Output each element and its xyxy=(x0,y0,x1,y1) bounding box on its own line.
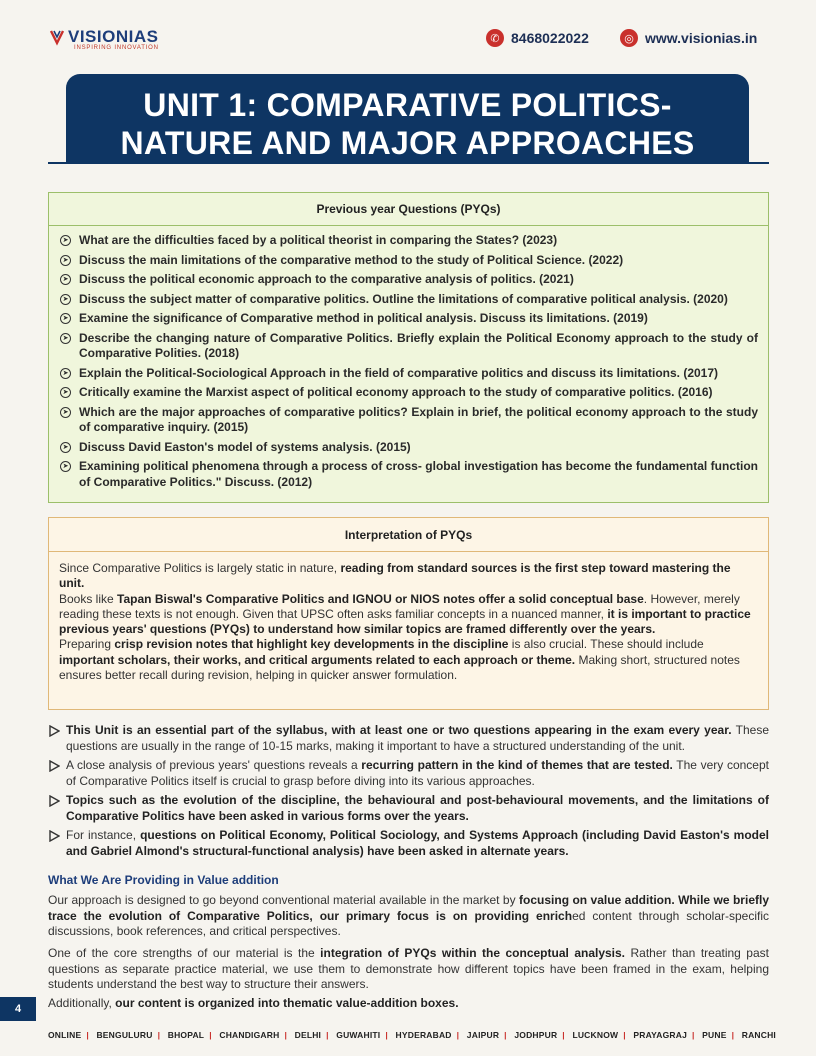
phone-number: 8468022022 xyxy=(511,30,589,46)
pyq-heading: Previous year Questions (PYQs) xyxy=(49,193,768,226)
footer-city[interactable]: BENGULURU xyxy=(96,1030,153,1040)
phone-contact[interactable] xyxy=(486,28,589,48)
value-addition-paragraph: Additionally, our content is organized into thematic value-addition boxes. xyxy=(48,996,459,1010)
logo-tagline: INSPIRING INNOVATION xyxy=(74,45,159,51)
triangle-bullet-icon xyxy=(48,830,60,842)
key-points-list xyxy=(48,723,769,863)
triangle-bullet-icon xyxy=(48,760,60,772)
phone-icon: ✆ xyxy=(486,29,504,47)
interpretation-paragraph: Books like Tapan Biswal's Comparative Politics and IGNOU or NIOS notes offer a solid conceptual base. However, merely reading these texts is not enough. Given that UPSC often asks familiar concepts in a nuanced manner, it is important to practice previous years' questions (PYQs) to understand how similar topics are framed differently over the years. xyxy=(59,591,751,637)
footer-city[interactable]: JAIPUR xyxy=(466,1030,500,1040)
arrow-circle-icon: ➤ xyxy=(60,235,71,246)
footer-city[interactable]: BHOPAL xyxy=(167,1030,205,1040)
arrow-circle-icon: ➤ xyxy=(60,407,71,418)
pyq-item: ➤ Critically examine the Marxist aspect of political economy approach to the study of comparative politics. (2016) xyxy=(59,385,758,401)
pyq-item: ➤ Discuss the subject matter of comparative politics. Outline the limitations of comparative political analysis. (2020) xyxy=(59,292,758,308)
key-point: Topics such as the evolution of the discipline, the behavioural and post-behavioural movements, and the limitations of Comparative Politics have been asked in various forms over the years. xyxy=(48,793,769,824)
triangle-bullet-icon xyxy=(48,725,60,737)
arrow-circle-icon: ➤ xyxy=(60,368,71,379)
footer-cities: ONLINE | BENGULURU | BHOPAL | CHANDIGARH | DELHI | GUWAHITI | HYDERABAD | JAIPUR | JODHPUR | LUCKNOW | PRAYAGRAJ | PUNE | RANCHI xyxy=(48,1030,776,1040)
key-point: A close analysis of previous years' questions reveals a recurring pattern in the kind of themes that are tested. The very concept of Comparative Politics itself is crucial to grasp before diving into its various approaches. xyxy=(48,758,769,789)
website-url: www.visionias.in xyxy=(645,30,758,46)
interpretation-heading: Interpretation of PYQs xyxy=(49,518,768,552)
footer-city[interactable]: ONLINE xyxy=(48,1030,82,1040)
value-addition-paragraph: Our approach is designed to go beyond conventional material available in the market by focusing on value addition. While we briefly trace the evolution of Comparative Politics, our primary focus is on providing enriched content through scholar-specific discussions, book references, and critical perspectives. xyxy=(48,893,769,938)
footer-city[interactable]: HYDERABAD xyxy=(395,1030,452,1040)
footer-city[interactable]: LUCKNOW xyxy=(572,1030,619,1040)
triangle-bullet-icon xyxy=(48,795,60,807)
interpretation-body xyxy=(49,552,768,683)
pyq-box xyxy=(48,192,769,503)
page-title xyxy=(66,86,749,162)
interpretation-paragraph: Preparing crisp revision notes that highlight key developments in the discipline is also crucial. These should include important scholars, their works, and critical arguments related to each approach or theme. Making short, structured notes ensures better recall during revision, helping in quicker answer formulation. xyxy=(59,637,740,683)
interpretation-box xyxy=(48,517,769,710)
pyq-item: ➤ Discuss the political economic approach to the comparative analysis of politics. (2021) xyxy=(59,272,758,288)
arrow-circle-icon: ➤ xyxy=(60,333,71,344)
pyq-item: ➤ Discuss David Easton's model of systems analysis. (2015) xyxy=(59,440,758,456)
footer-city[interactable]: PUNE xyxy=(702,1030,727,1040)
footer-city[interactable]: GUWAHITI xyxy=(336,1030,381,1040)
pyq-item: ➤ Examining political phenomena through a process of cross- global investigation has become the fundamental function of Comparative Politics." Discuss. (2012) xyxy=(59,459,758,490)
value-addition-heading: What We Are Providing in Value addition xyxy=(48,873,279,887)
footer-city[interactable]: DELHI xyxy=(294,1030,322,1040)
website-link[interactable] xyxy=(620,28,757,48)
pyq-item: ➤ What are the difficulties faced by a political theorist in comparing the States? (2023) xyxy=(59,233,758,249)
arrow-circle-icon: ➤ xyxy=(60,274,71,285)
arrow-circle-icon: ➤ xyxy=(60,387,71,398)
logo-mark-icon xyxy=(48,28,66,46)
pyq-item: ➤ Examine the significance of Comparative method in political analysis. Discuss its limitations. (2019) xyxy=(59,311,758,327)
key-point: For instance, questions on Political Economy, Political Sociology, and Systems Approach (including David Easton's model and Gabriel Almond's structural-functional analysis) have been asked in alternate years. xyxy=(48,828,769,859)
key-point: This Unit is an essential part of the syllabus, with at least one or two questions appearing in the exam every year. These questions are usually in the range of 10-15 marks, making it important to have a structured understanding of the unit. xyxy=(48,723,769,754)
footer-city[interactable]: JODHPUR xyxy=(514,1030,558,1040)
banner-underline xyxy=(48,162,769,164)
vision-ias-logo xyxy=(48,26,178,52)
arrow-circle-icon: ➤ xyxy=(60,461,71,472)
pyq-item: ➤ Which are the major approaches of comparative politics? Explain in brief, the political economy approach to the study of comparative inquiry. (2015) xyxy=(59,405,758,436)
footer-city[interactable]: RANCHI xyxy=(741,1030,776,1040)
page-title-line1: UNIT 1: COMPARATIVE POLITICS- xyxy=(143,87,672,123)
page-title-line2: NATURE AND MAJOR APPROACHES xyxy=(120,125,695,161)
pyq-item: ➤ Describe the changing nature of Comparative Politics. Briefly explain the Political Economy approach to the study of Comparative Polities. (2018) xyxy=(59,331,758,362)
arrow-circle-icon: ➤ xyxy=(60,313,71,324)
page-number: 4 xyxy=(0,997,36,1021)
footer-city[interactable]: CHANDIGARH xyxy=(219,1030,280,1040)
value-addition-paragraph: One of the core strengths of our material is the integration of PYQs within the conceptual analysis. Rather than treating past questions as separate practice material, we use them to demonstrate how different topics have been framed in the exam, helping students understand the best way to structure their answers. xyxy=(48,946,769,991)
pyq-item: ➤ Discuss the main limitations of the comparative method to the study of Political Science. (2022) xyxy=(59,253,758,269)
logo-text: VISIONIAS xyxy=(68,27,159,46)
pyq-item: ➤ Explain the Political-Sociological Approach in the field of comparative politics and discuss its limitations. (2017) xyxy=(59,366,758,382)
pyq-list xyxy=(49,226,768,490)
arrow-circle-icon: ➤ xyxy=(60,442,71,453)
globe-icon: ◎ xyxy=(620,29,638,47)
arrow-circle-icon: ➤ xyxy=(60,255,71,266)
footer-city[interactable]: PRAYAGRAJ xyxy=(633,1030,687,1040)
arrow-circle-icon: ➤ xyxy=(60,294,71,305)
interpretation-paragraph: Since Comparative Politics is largely static in nature, reading from standard sources is the first step toward mastering the unit. xyxy=(59,561,731,591)
